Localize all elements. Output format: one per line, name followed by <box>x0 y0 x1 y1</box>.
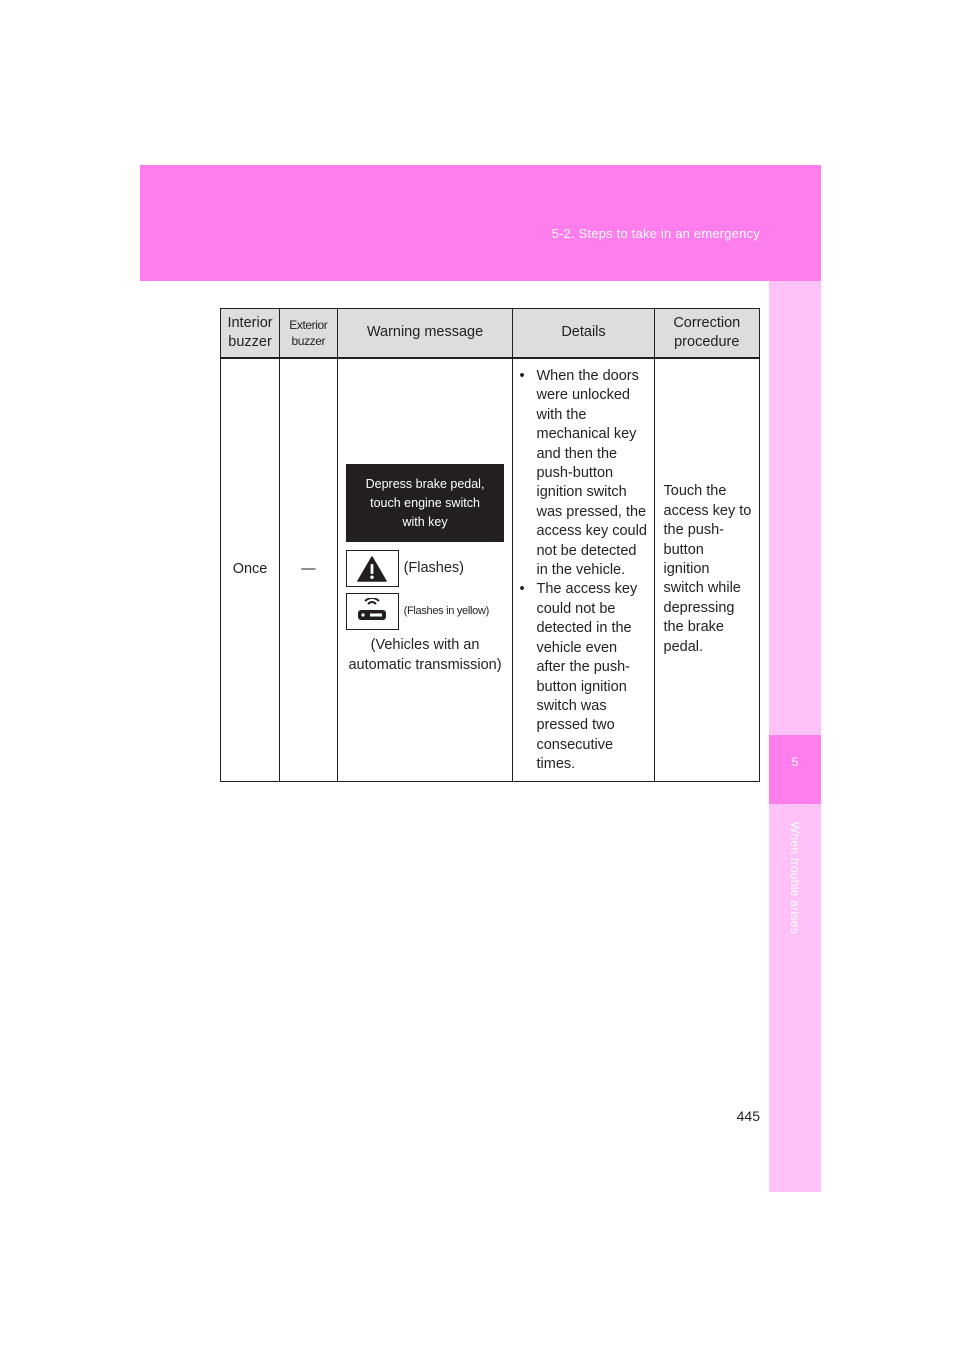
details-bullet: • <box>519 368 525 384</box>
warning-triangle-icon <box>346 550 399 587</box>
table-row <box>221 358 760 781</box>
section-title: 5-2. Steps to take in an emergency <box>551 226 760 241</box>
header-warning-message: Warning message <box>337 309 513 359</box>
table-header-row <box>221 309 760 359</box>
details-bullet: • <box>519 581 525 598</box>
exterior-buzzer-cell: — <box>280 358 337 781</box>
warning-message-cell <box>337 358 513 781</box>
header-band <box>140 165 821 281</box>
details-cell <box>513 358 654 781</box>
details-item <box>519 367 649 580</box>
header-exterior-buzzer: Exterior buzzer <box>280 309 337 359</box>
header-correction-procedure: Correction procedure <box>654 309 759 359</box>
page-number: 445 <box>736 1108 760 1124</box>
warning-table <box>220 308 760 782</box>
warning-icon-note: (Flashes) <box>403 560 465 577</box>
key-icon-row <box>346 593 513 630</box>
interior-buzzer-cell: Once <box>221 358 280 781</box>
warning-icon-row <box>346 550 513 587</box>
details-list <box>519 367 649 775</box>
message-display-screen <box>346 464 504 542</box>
message-caption: (Vehicles with an automatic transmission) <box>348 637 502 673</box>
header-interior-buzzer: Interior buzzer <box>221 309 280 359</box>
correction-procedure-cell: Touch the access key to the push-button ignition switch while depressing the brake pedal. <box>654 358 759 781</box>
chapter-number-box <box>769 735 821 804</box>
details-item-text: The access key could not be detected in the vehicle even after the push-button ignition switch was pressed two consecutive times. <box>536 581 638 773</box>
details-item-text: When the doors were unlocked with the mechanical key and then the push-button ignition switch was pressed, the access key could not be detected in the vehicle. <box>536 368 647 579</box>
details-item <box>519 580 649 774</box>
smart-key-icon <box>346 593 399 630</box>
key-icon-note: (Flashes in yellow) <box>403 605 489 618</box>
header-details: Details <box>513 309 654 359</box>
chapter-title: When trouble arises <box>788 821 802 935</box>
message-display-text: Depress brake pedal, touch engine switch with key <box>365 476 485 529</box>
chapter-number: 5 <box>791 755 799 769</box>
